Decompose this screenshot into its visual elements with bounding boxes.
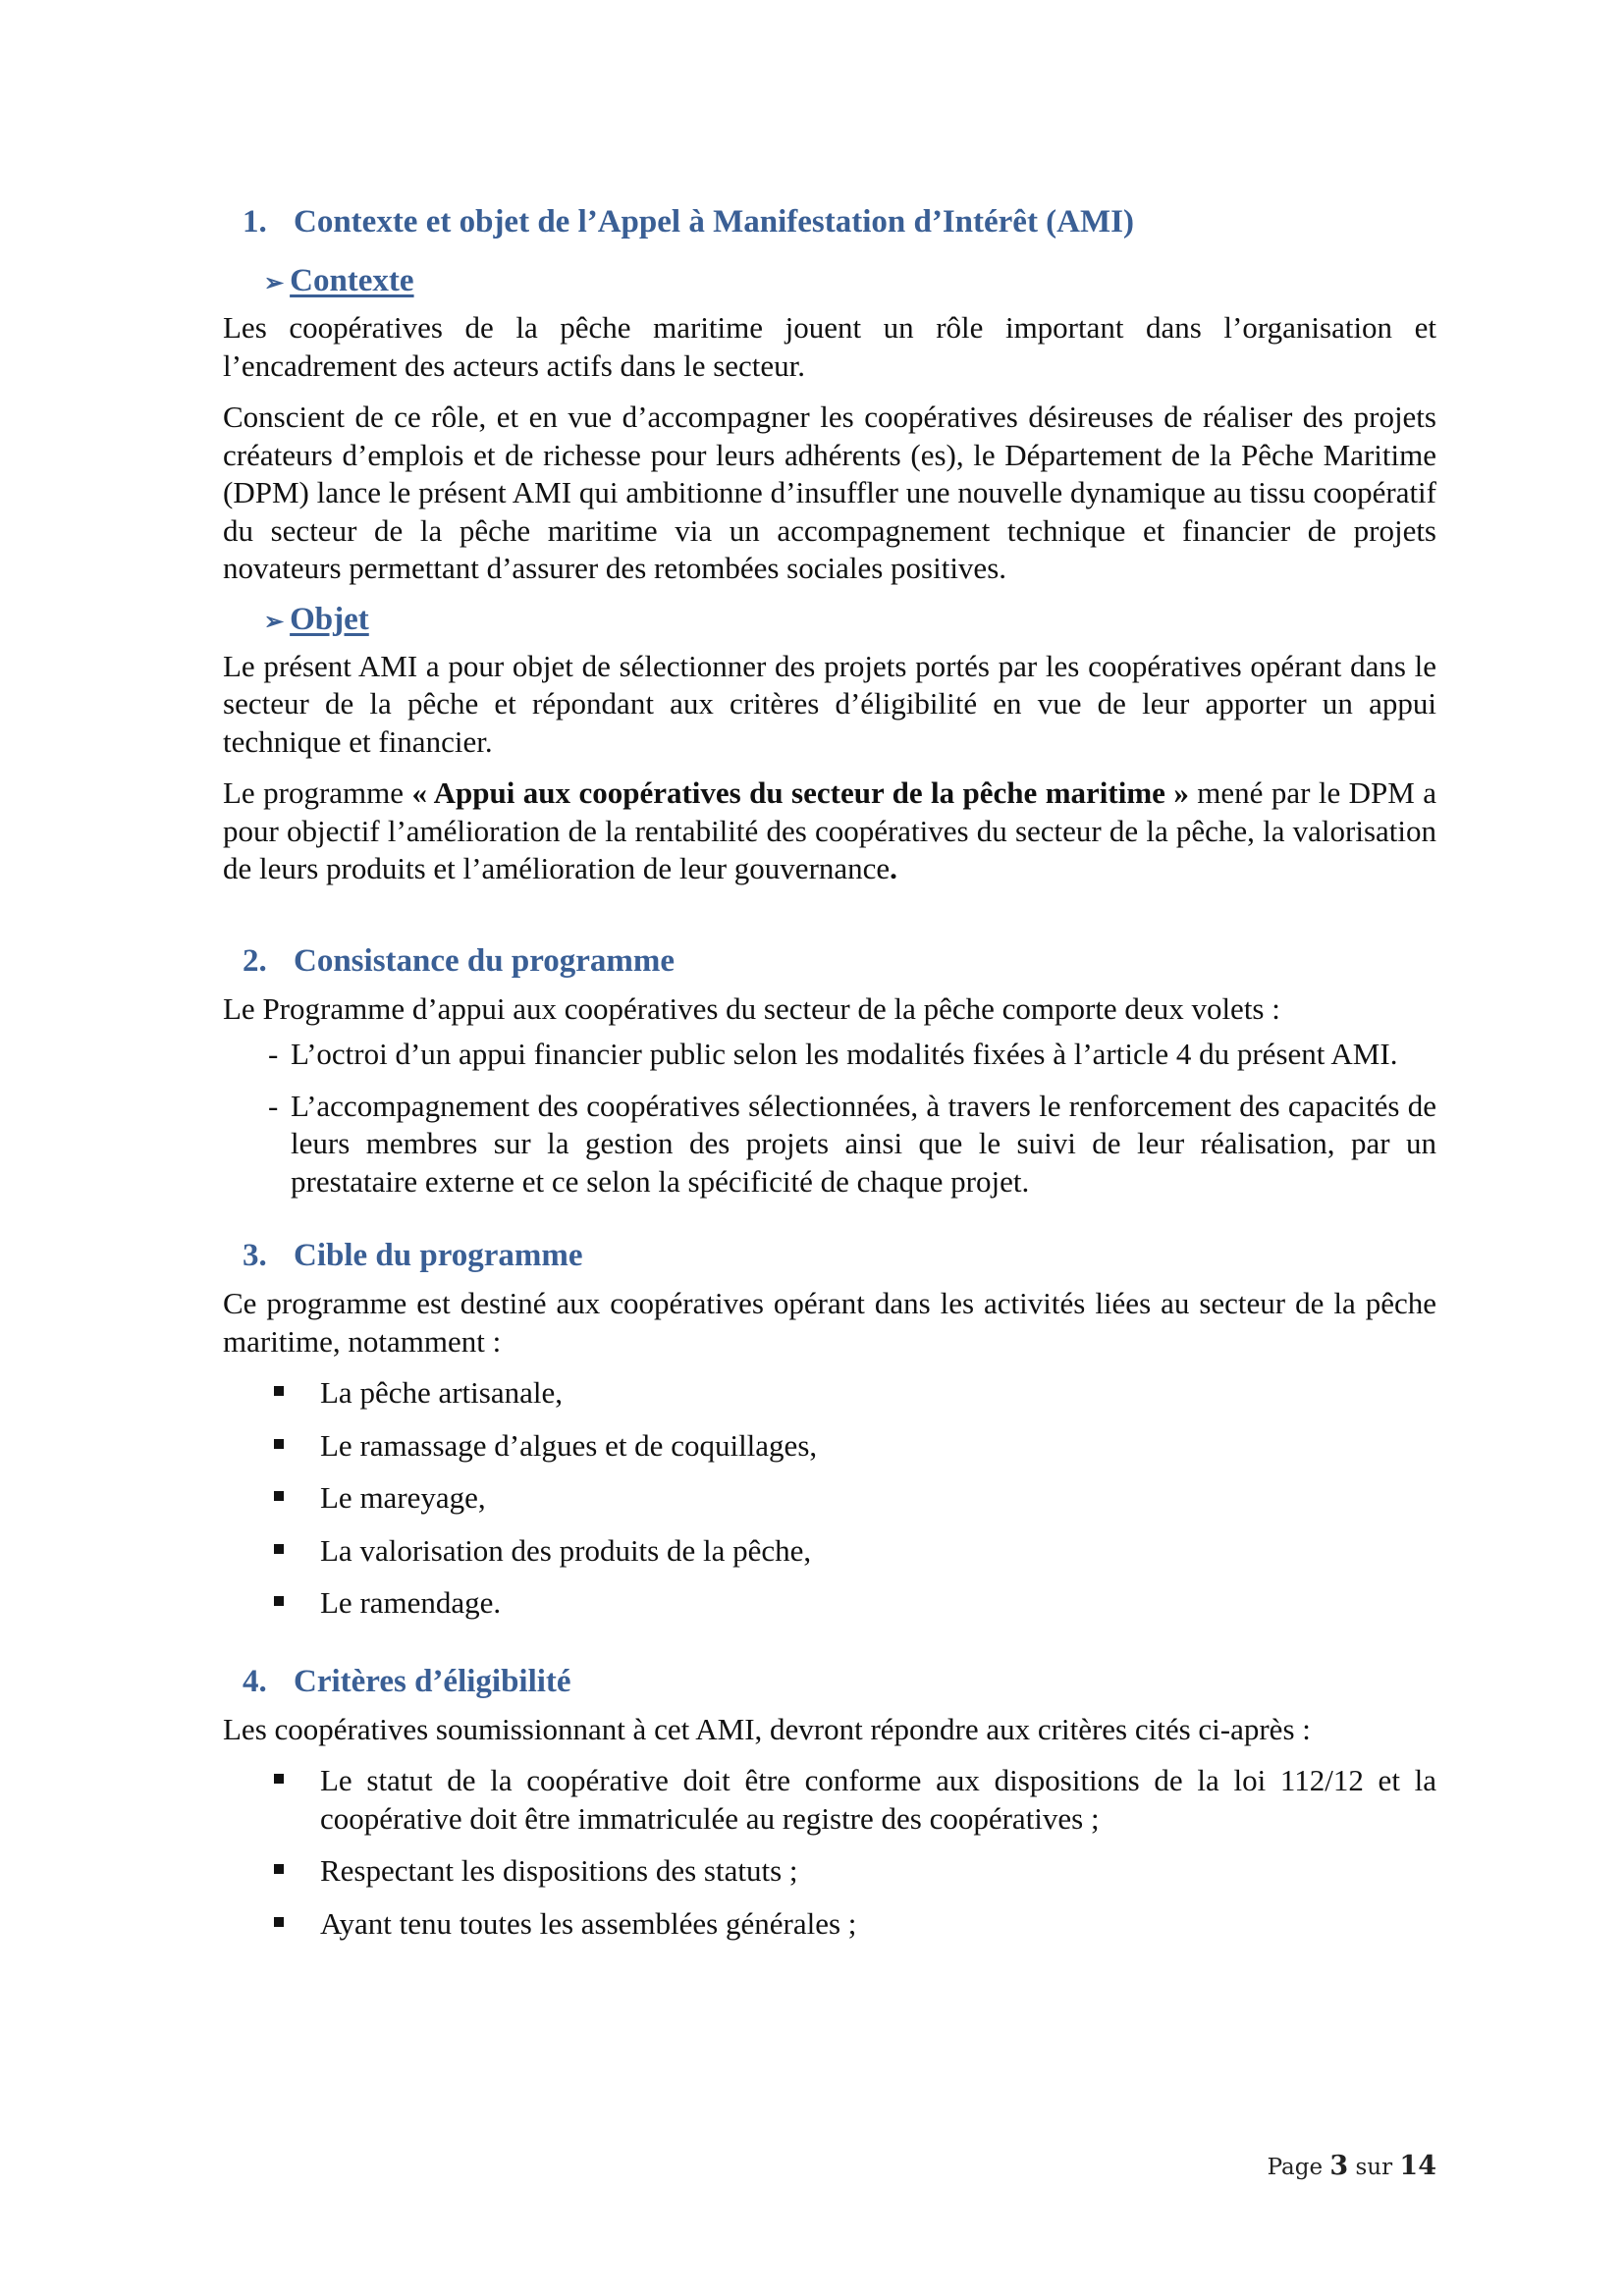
section-title: Critères d’éligibilité bbox=[294, 1663, 571, 1699]
section-4-heading bbox=[243, 1662, 1436, 1701]
section-number: 1. bbox=[243, 204, 267, 240]
section-3-heading bbox=[243, 1236, 1436, 1275]
paragraph bbox=[223, 774, 1436, 888]
eligibility-criteria-list bbox=[223, 1762, 1436, 1943]
paragraph: Les coopératives soumissionnant à cet AMI, devront répondre aux critères cités ci-après : bbox=[223, 1711, 1311, 1746]
section-number: 4. bbox=[243, 1663, 267, 1699]
section-number: 2. bbox=[243, 942, 267, 979]
list-item bbox=[223, 1479, 1436, 1518]
square-bullet-icon bbox=[274, 1544, 284, 1554]
list-item-text: Ayant tenu toutes les assemblées générales ; bbox=[320, 1905, 857, 1941]
subheading-contexte bbox=[264, 261, 1436, 303]
subheading-label: Contexte bbox=[290, 263, 414, 298]
square-bullet-icon bbox=[274, 1864, 284, 1874]
paragraph-text: Le programme bbox=[223, 775, 412, 810]
list-item-text: Le ramassage d’algues et de coquillages, bbox=[320, 1427, 818, 1463]
list-item-text: Le statut de la coopérative doit être conforme aux dispositions de la loi 112/12 et la coopérative doit être immatriculée au registre des coopératives ; bbox=[320, 1763, 1436, 1836]
list-item-text: La pêche artisanale, bbox=[320, 1375, 563, 1410]
list-item bbox=[223, 1905, 1436, 1944]
paragraph: Le présent AMI a pour objet de sélectionner des projets portés par les coopératives opérant dans le secteur de la pêche et répondant aux critères d’éligibilité en vue de leur apporter un appui technique et financier. bbox=[223, 648, 1436, 759]
list-item bbox=[223, 1762, 1436, 1838]
list-item-text: Respectant les dispositions des statuts ; bbox=[320, 1853, 798, 1888]
square-bullet-icon bbox=[274, 1596, 284, 1606]
section-1-heading bbox=[243, 202, 1436, 241]
list-item-text: La valorisation des produits de la pêche, bbox=[320, 1532, 812, 1568]
square-bullet-icon bbox=[274, 1491, 284, 1501]
page-number-footer bbox=[1267, 2151, 1436, 2181]
list-item-text: Le ramendage. bbox=[320, 1585, 502, 1620]
arrow-bullet-icon: ➢ bbox=[264, 609, 285, 635]
section-title: Consistance du programme bbox=[294, 942, 676, 979]
list-item-text: L’accompagnement des coopératives sélectionnées, à travers le renforcement des capacités de leurs membres sur la gestion des projets ainsi que le suivi de leur réalisation, par un prestataire externe et ce selon la spécificité de chaque projet. bbox=[291, 1088, 1436, 1199]
current-page-number: 3 bbox=[1329, 2151, 1349, 2181]
list-item: - L’octroi d’un appui financier public selon les modalités fixées à l’article 4 du présent AMI. bbox=[268, 1037, 1398, 1071]
list-item bbox=[223, 1427, 1436, 1466]
section-title: Cible du programme bbox=[294, 1238, 583, 1273]
paragraph: Ce programme est destiné aux coopératives opérant dans les activités liées au secteur de la pêche maritime, notamment : bbox=[223, 1286, 1436, 1359]
square-bullet-icon bbox=[274, 1774, 284, 1784]
page-sur: sur bbox=[1348, 2155, 1400, 2180]
list-item-text: L’octroi d’un appui financier public selon les modalités fixées à l’article 4 du présent AMI. bbox=[291, 1037, 1398, 1071]
page-content bbox=[223, 202, 1436, 1957]
list-item bbox=[223, 1532, 1436, 1571]
page-label: Page bbox=[1267, 2155, 1330, 2180]
paragraph: Conscient de ce rôle, et en vue d’accompagner les coopératives désireuses de réaliser des projets créateurs d’emplois et de richesse pour leurs adhérents (es), le Département de la Pêche Maritime (DPM) lance le présent AMI qui ambitionne d’insuffler une nouvelle dynamique au tissu coopératif du secteur de la pêche maritime via un accompagnement technique et financier de projets novateurs permettant d’assurer des retombées sociales positives. bbox=[223, 400, 1436, 585]
section-title: Contexte et objet de l’Appel à Manifestation d’Intérêt (AMI) bbox=[294, 204, 1134, 240]
program-name: « Appui aux coopératives du secteur de la pêche maritime » bbox=[411, 775, 1189, 810]
square-bullet-icon bbox=[274, 1917, 284, 1927]
paragraph: Le Programme d’appui aux coopératives du secteur de la pêche comporte deux volets : bbox=[223, 990, 1280, 1026]
target-activities-list bbox=[223, 1374, 1436, 1623]
list-item bbox=[223, 1374, 1436, 1413]
paragraph-end: . bbox=[890, 851, 897, 885]
list-item bbox=[223, 1584, 1436, 1623]
square-bullet-icon bbox=[274, 1386, 284, 1396]
subheading-objet bbox=[264, 600, 1436, 642]
section-number: 3. bbox=[243, 1238, 267, 1273]
paragraph: Les coopératives de la pêche maritime jouent un rôle important dans l’organisation et l’encadrement des acteurs actifs dans le secteur. bbox=[223, 310, 1436, 383]
total-pages-number: 14 bbox=[1399, 2151, 1436, 2181]
square-bullet-icon bbox=[274, 1439, 284, 1449]
list-item-text: Le mareyage, bbox=[320, 1480, 486, 1515]
arrow-bullet-icon: ➢ bbox=[264, 271, 285, 296]
list-item: - L’accompagnement des coopératives sélectionnées, à travers le renforcement des capacités de leurs membres sur la gestion des projets ainsi que le suivi de leur réalisation, par un prestataire externe et ce selon la spécificité de chaque projet. bbox=[268, 1088, 1436, 1199]
volets-list bbox=[223, 1036, 1436, 1201]
paragraph-text: mené par le DPM a pour objectif l’amélioration de la rentabilité des coopératives du secteur de la pêche, la valorisation de leurs produits et l’amélioration de leur gouvernance bbox=[223, 775, 1437, 885]
section-2-heading bbox=[243, 941, 1436, 981]
list-item bbox=[223, 1852, 1436, 1891]
subheading-label: Objet bbox=[290, 601, 369, 637]
